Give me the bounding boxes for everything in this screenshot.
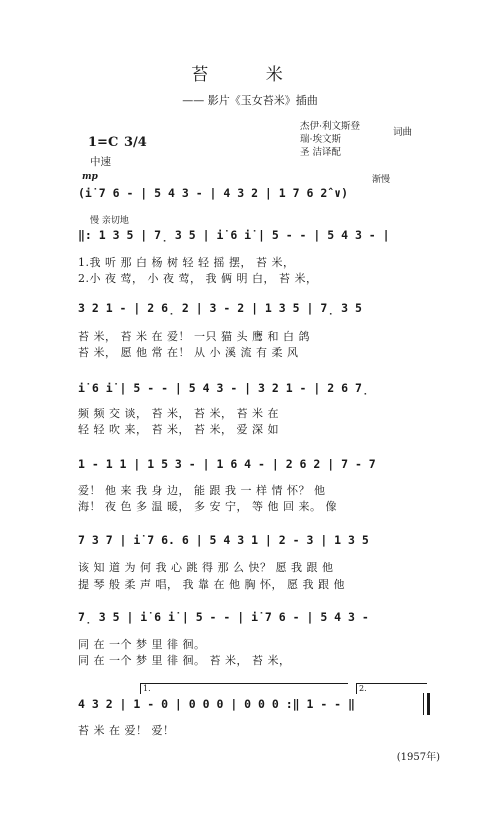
system-3-notes: 3 2 1 - | 2 6̣ 2 | 3 - 2 | 1 3 5 | 7̣ 3 5 (78, 301, 362, 315)
system-5-lyrics-verse1: 爱！ 他 来 我 身 边， 能 跟 我 一 样 情 怀？ 他 (78, 484, 326, 497)
system-2-lyrics-verse2: 2.小 夜 莺， 小 夜 莺， 我 俩 明 白， 苔 米， (78, 272, 318, 285)
song-title: 苔 米 (191, 65, 309, 85)
system-4-lyrics-verse1: 频 频 交 谈， 苔 米， 苔 米， 苔 米 在 (78, 407, 279, 420)
translator: 圣 洁译配 (300, 147, 342, 158)
system-7-notes: 7̣ 3 5 | i̇ 6 i̇ | 5 - - | i̇ 7 6 - | 5 4 3 - (78, 610, 369, 624)
key-signature: 1=C (88, 135, 119, 150)
expression-mark: 慢 亲切地 (90, 216, 129, 226)
final-double-bar (423, 693, 430, 715)
system-8-notes: 4 3 2 | 1 - 0 | 0 0 0 | 0 0 0 :‖ 1 - - ‖ (78, 697, 355, 711)
time-signature: 3/4 (124, 135, 147, 150)
year-note: (1957年) (396, 752, 440, 763)
song-subtitle: —— 影片《玉女苔米》插曲 (182, 94, 318, 107)
system-2-lyrics-verse1: 1.我 听 那 白 杨 树 轻 轻 摇 摆， 苔 米， (78, 256, 295, 269)
system-7-lyrics-verse1: 同 在 一个 梦 里 徘 徊。 (78, 638, 206, 651)
dynamic-mark: mp (82, 172, 98, 182)
volta-2-bracket: 2. (356, 683, 427, 694)
system-3-lyrics-verse2: 苔 米， 愿 他 常 在！ 从 小 溪 流 有 柔 风 (78, 346, 299, 359)
system-2-notes: ‖: 1 3 5 | 7̣ 3 5 | i̇ 6 i̇ | 5 - - | 5 4 3 - | (78, 228, 390, 242)
volta-1-bracket: 1. (140, 683, 348, 694)
system-5-notes: 1 - 1 1 | 1 5 3 - | 1 6 4 - | 2 6 2 | 7 - 7 (78, 457, 376, 471)
credits-block (300, 120, 360, 159)
system-4-notes: i̇ 6 i̇ | 5 - - | 5 4 3 - | 3 2 1 - | 2 6 7̣ (78, 381, 369, 395)
tempo-mark: 中速 (90, 156, 111, 168)
system-5-lyrics-verse2: 海！ 夜 色 多 温 暖， 多 安 宁， 等 他 回 来。 像 (78, 500, 337, 513)
system-3-lyrics-verse1: 苔 米， 苔 米 在 爱！ 一只 猫 头 鹰 和 白 鸽 (78, 330, 310, 343)
system-6-notes: 7 3 7 | i̇ 7 6. 6 | 5 4 3 1 | 2 - 3 | 1 3 5 (78, 533, 369, 547)
system-7-lyrics-verse2: 同 在 一个 梦 里 徘 徊。 苔 米， 苔 米， (78, 654, 291, 667)
system-6-lyrics-verse2: 提 琴 般 柔 声 唱， 我 靠 在 他 胸 怀， 愿 我 跟 他 (78, 578, 345, 591)
system-8-lyrics: 苔 米 在 爱！ 爱！ (78, 724, 175, 737)
system-6-lyrics-verse1: 该 知 道 为 何 我 心 跳 得 那 么 快？ 愿 我 跟 他 (78, 561, 334, 574)
lyricist-line2: 瑞·埃文斯 (300, 134, 342, 145)
system-1-notes: (i̇ 7 6 - | 5 4 3 - | 4 3 2 | 1 7 6 2̂ ∨) (78, 186, 349, 200)
tempo-change-mark: 渐慢 (372, 175, 391, 185)
credits-role: 词曲 (393, 127, 413, 138)
lyricist-line1: 杰伊·利文斯登 (300, 121, 361, 132)
system-4-lyrics-verse2: 轻 轻 吹 来， 苔 米， 苔 米， 爱 深 如 (78, 423, 279, 436)
